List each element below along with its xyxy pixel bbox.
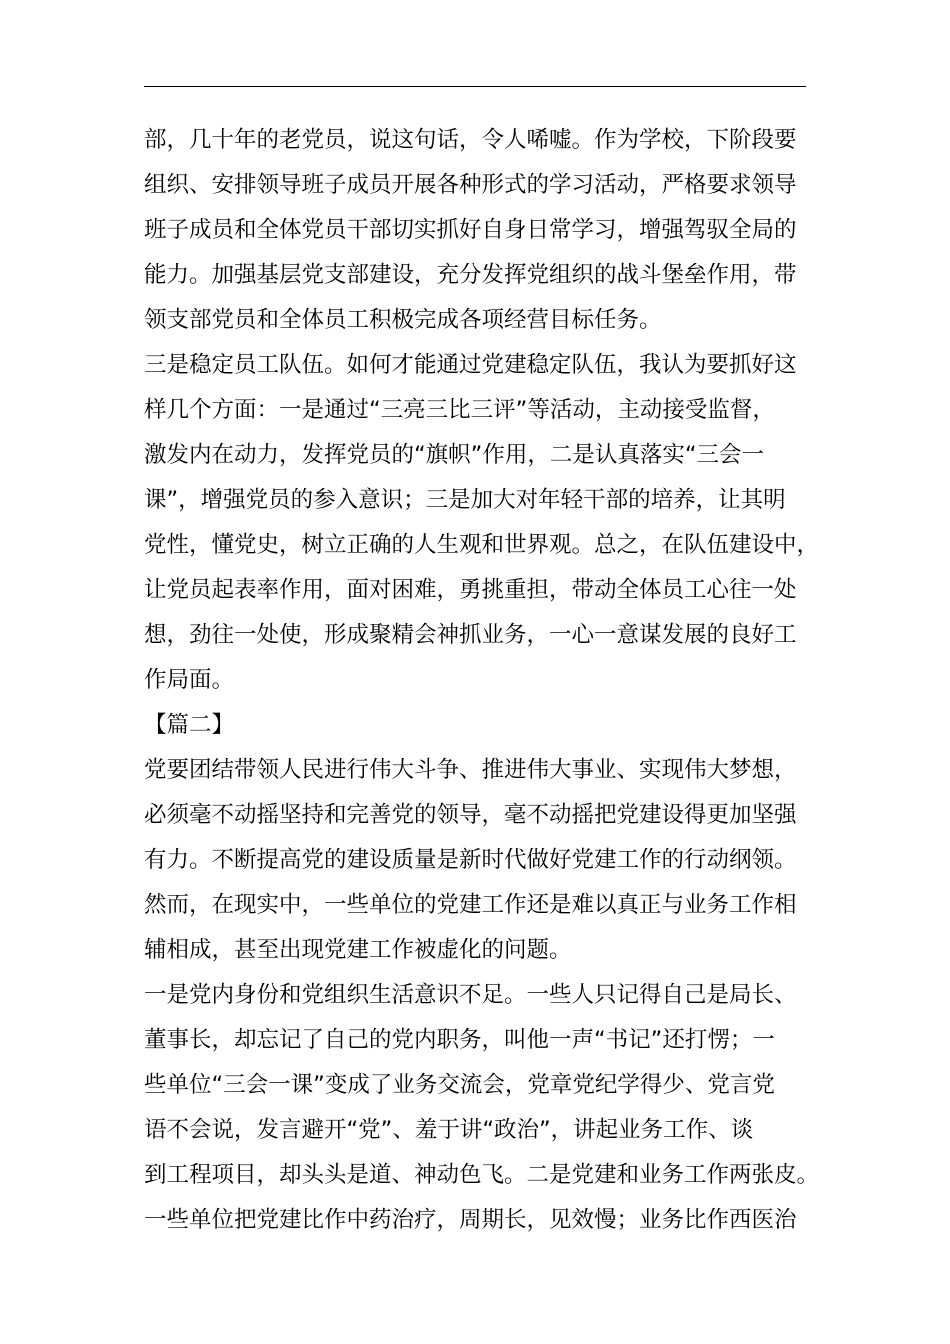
text-line: 让党员起表率作用，面对困难，勇挑重担，带动全体员工心往一处 [144,577,797,603]
text-line: 想，劲往一处使，形成聚精会神抓业务，一心一意谋发展的良好工 [144,622,797,648]
text-line: 一是党内身份和党组织生活意识不足。一些人只记得自己是局长、 [144,982,797,1008]
text-line: 语不会说，发言避开“党”、羞于讲“政治”，讲起业务工作、谈 [144,1117,754,1143]
text-line: 一些单位把党建比作中药治疗，周期长，见效慢；业务比作西医治 [144,1207,797,1233]
text-line: 激发内在动力，发挥党员的“旗帜”作用，二是认真落实“三会一 [144,442,764,468]
text-line: 班子成员和全体党员干部切实抓好自身日常学习，增强驾驭全局的 [144,217,797,243]
text-line: 有力。不断提高党的建设质量是新时代做好党建工作的行动纲领。 [144,847,797,873]
text-line: 然而，在现实中，一些单位的党建工作还是难以真正与业务工作相 [144,892,797,918]
header-rule [144,86,806,87]
text-line: 到工程项目，却头头是道、神动色飞。二是党建和业务工作两张皮。 [144,1162,820,1188]
text-line: 作局面。 [144,667,235,693]
text-line: 党性，懂党史，树立正确的人生观和世界观。总之，在队伍建设中， [144,532,820,558]
text-line: 能力。加强基层党支部建设，充分发挥党组织的战斗堡垒作用，带 [144,262,797,288]
text-line: 组织、安排领导班子成员开展各种形式的学习活动，严格要求领导 [144,172,797,198]
text-line: 领支部党员和全体员工积极完成各项经营目标任务。 [144,307,662,333]
text-line: 课”，增强党员的参入意识；三是加大对年轻干部的培养，让其明 [144,487,786,513]
section-heading: 【篇二】 [144,712,235,738]
text-line: 三是稳定员工队伍。如何才能通过党建稳定队伍，我认为要抓好这 [144,352,797,378]
text-line: 部，几十年的老党员，说这句话，令人唏嘘。作为学校，下阶段要 [144,127,797,153]
text-line: 党要团结带领人民进行伟大斗争、推进伟大事业、实现伟大梦想， [144,757,797,783]
text-line: 些单位“三会一课”变成了业务交流会，党章党纪学得少、党言党 [144,1072,775,1098]
text-line: 董事长，却忘记了自己的党内职务，叫他一声“书记”还打愣；一 [144,1027,775,1053]
text-line: 样几个方面：一是通过“三亮三比三评”等活动，主动接受监督， [144,397,775,423]
text-line: 辅相成，甚至出现党建工作被虚化的问题。 [144,937,572,963]
text-line: 必须毫不动摇坚持和完善党的领导，毫不动摇把党建设得更加坚强 [144,802,797,828]
body-text [144,118,820,1243]
